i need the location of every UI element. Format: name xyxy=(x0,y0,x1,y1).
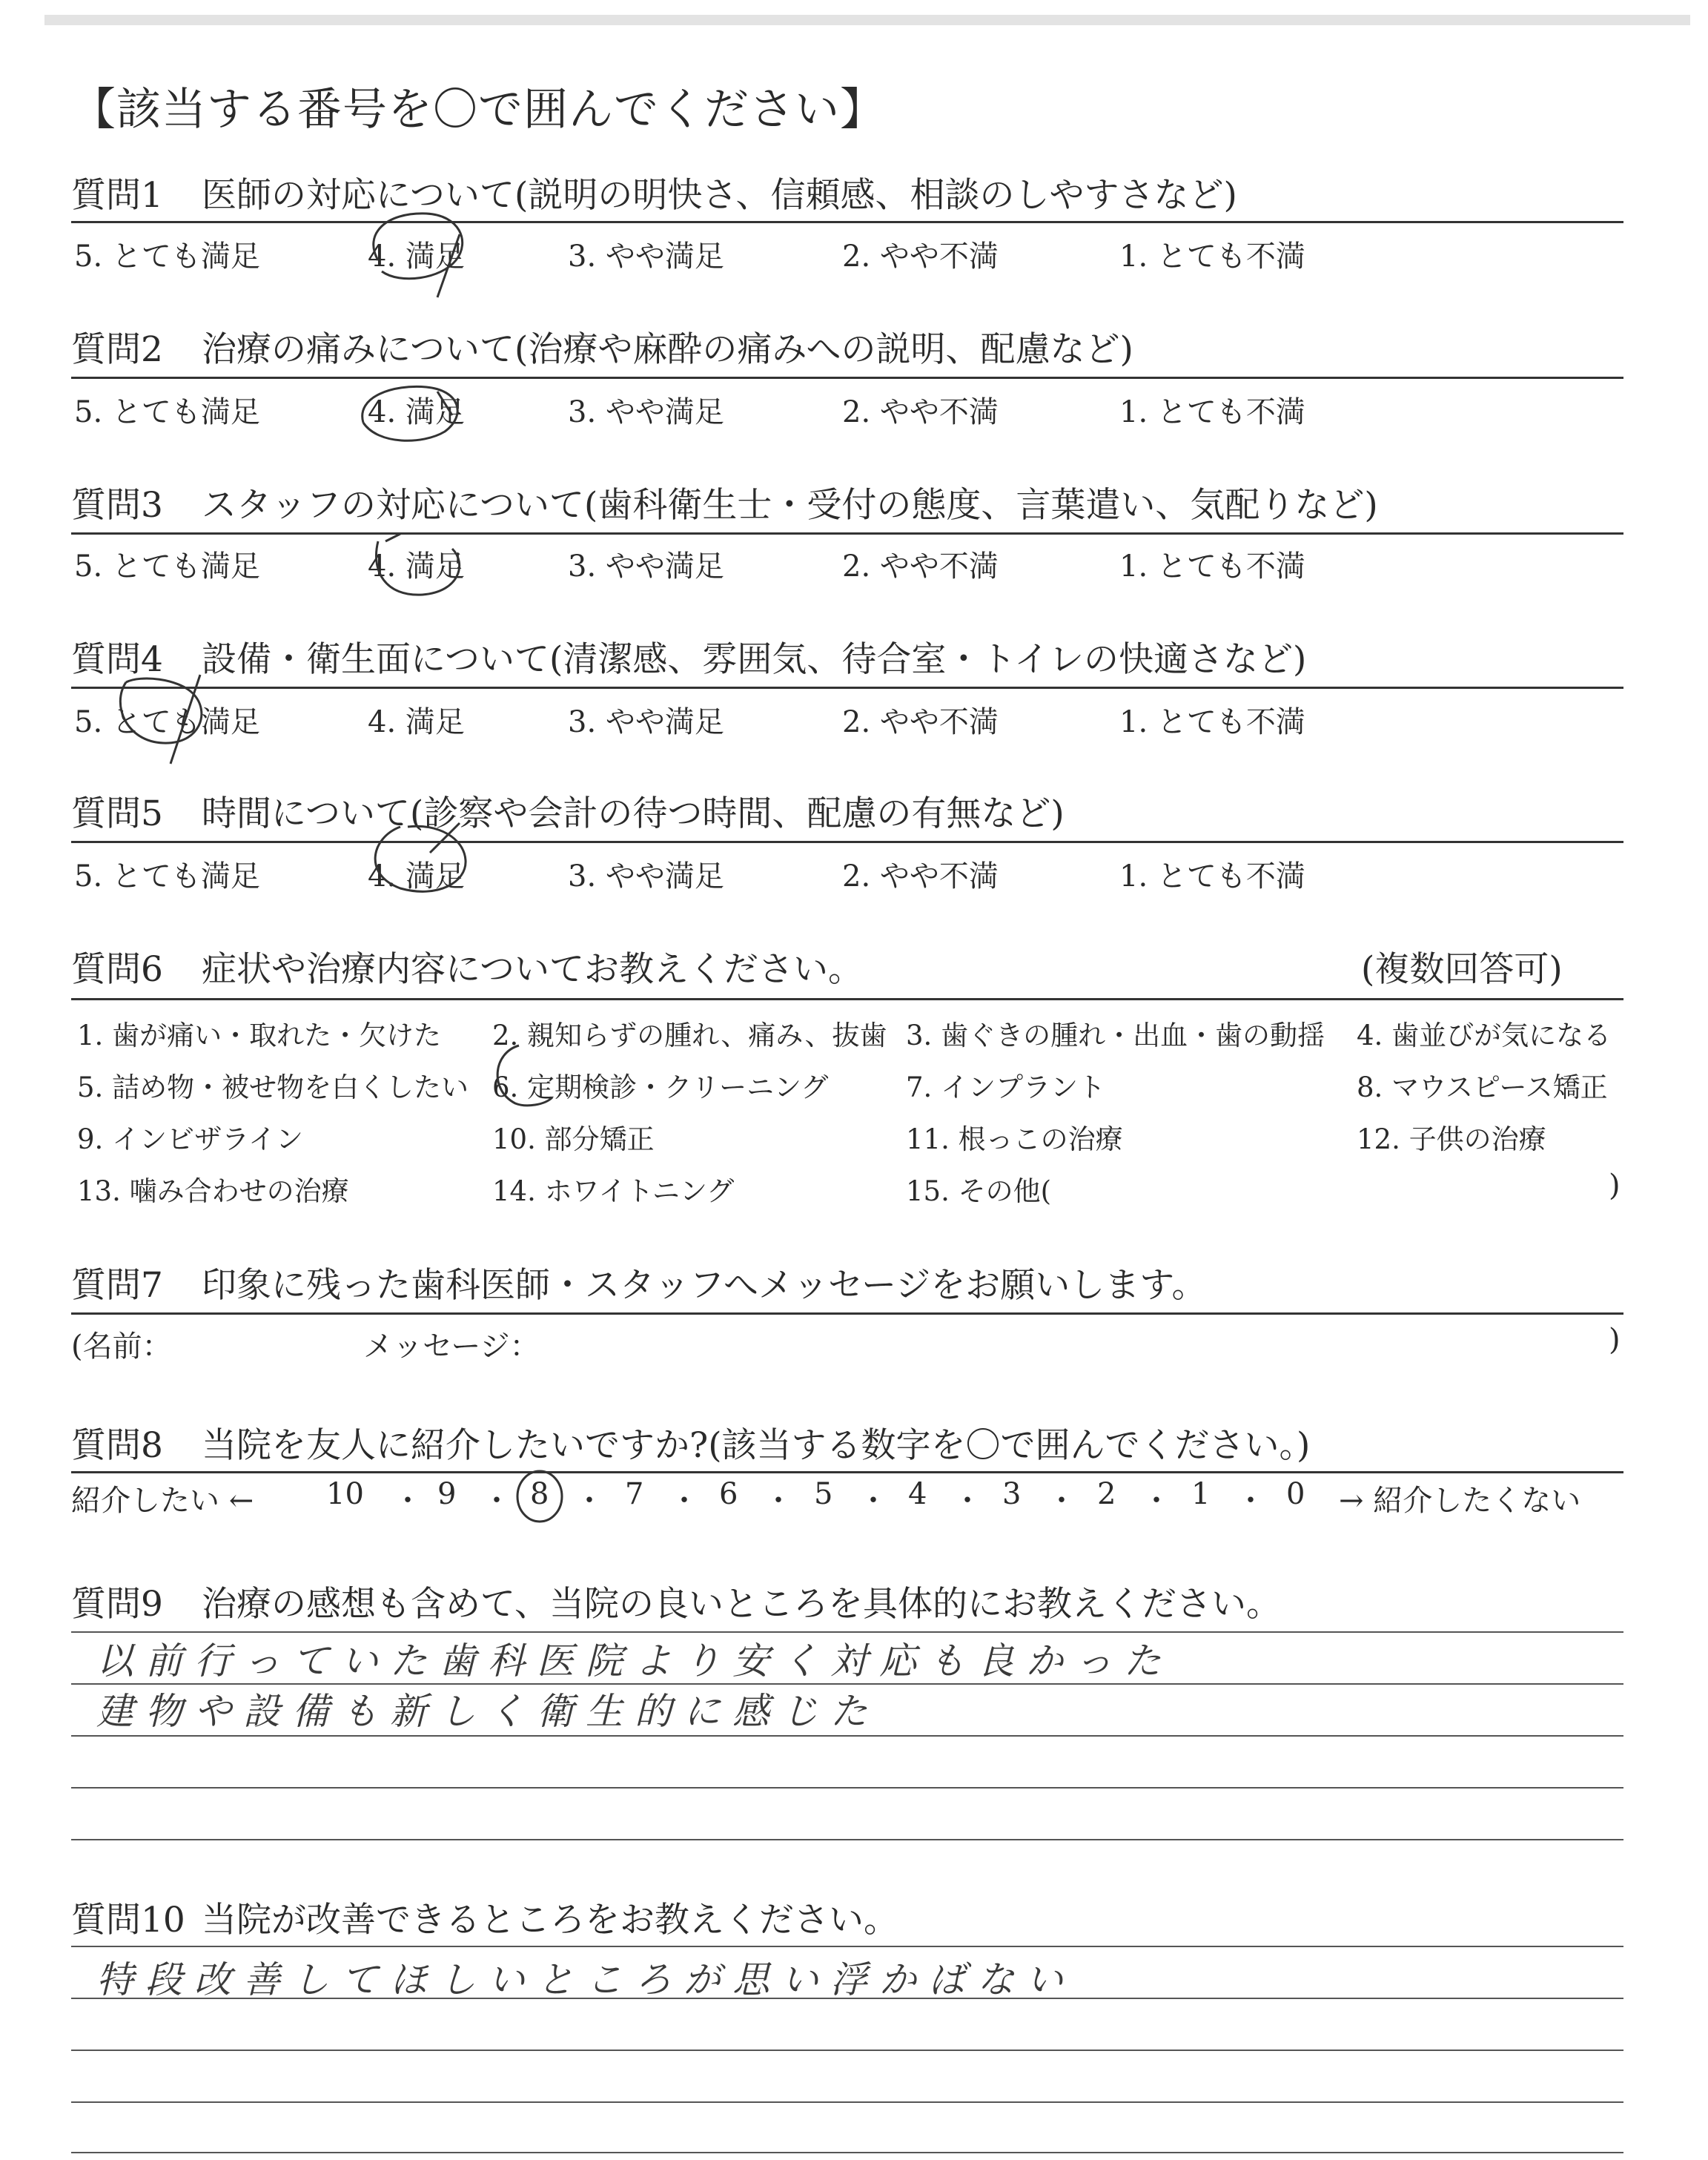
q1-selection-circle xyxy=(356,190,482,301)
q8-dot: ・ xyxy=(669,1484,699,1518)
q5-option-2[interactable]: 2. やや不満 xyxy=(842,859,999,894)
q9-answer-line-1: 以前行っていた歯科医院より安く対応も良かった xyxy=(96,1639,1173,1682)
question-5-rule xyxy=(71,841,1623,843)
question-8-rule xyxy=(71,1471,1623,1473)
question-7-text: 印象に残った歯科医師・スタッフへメッセージをお願いします。 xyxy=(202,1265,1207,1306)
scan-top-edge xyxy=(44,15,1690,25)
q2-selection-circle xyxy=(348,371,474,452)
q6-option-4[interactable]: 4. 歯並びが気になる xyxy=(1357,1020,1612,1051)
q6-option-3[interactable]: 3. 歯ぐきの腫れ・出血・歯の動揺 xyxy=(906,1020,1325,1051)
q8-score-1[interactable]: 1 xyxy=(1191,1477,1211,1511)
question-8-text: 当院を友人に紹介したいですか?(該当する数字を〇で囲んでください。) xyxy=(202,1425,1311,1466)
question-4 xyxy=(71,632,1306,681)
question-1-text: 医師の対応について(説明の明快さ、信頼感、相談のしやすさなど) xyxy=(202,175,1237,216)
q8-score-3[interactable]: 3 xyxy=(1002,1477,1022,1511)
q8-dot: ・ xyxy=(575,1484,604,1518)
q8-dot: ・ xyxy=(1142,1484,1171,1518)
q6-option-9[interactable]: 9. インビザライン xyxy=(77,1123,303,1155)
q8-score-6[interactable]: 6 xyxy=(719,1477,738,1511)
q8-dot: ・ xyxy=(1236,1484,1265,1518)
q4-option-1[interactable]: 1. とても不満 xyxy=(1119,705,1305,739)
q6-option-11[interactable]: 11. 根っこの治療 xyxy=(906,1123,1123,1155)
q4-option-3[interactable]: 3. やや満足 xyxy=(568,705,724,739)
q10-answer-line-1: 特段改善してほしいところが思い浮かばない xyxy=(96,1958,1075,2001)
q8-dot: ・ xyxy=(858,1484,888,1518)
question-3-number: 質問3 xyxy=(71,485,163,526)
question-10-number: 質問10 xyxy=(71,1900,185,1941)
question-6-text: 症状や治療内容についてお教えください。 xyxy=(202,949,864,990)
question-1 xyxy=(71,168,1237,217)
q8-score-0[interactable]: 0 xyxy=(1286,1477,1305,1511)
question-2 xyxy=(71,322,1133,371)
q1-option-5[interactable]: 5. とても満足 xyxy=(74,240,260,274)
question-6 xyxy=(71,942,863,991)
question-6-rule xyxy=(71,998,1623,1000)
q6-option-1[interactable]: 1. 歯が痛い・取れた・欠けた xyxy=(77,1020,442,1051)
q2-option-5[interactable]: 5. とても満足 xyxy=(74,395,260,429)
question-10 xyxy=(71,1892,898,1942)
question-9 xyxy=(71,1576,1281,1626)
question-2-rule xyxy=(71,377,1623,379)
question-5 xyxy=(71,786,1065,836)
question-2-text: 治療の痛みについて(治療や麻酔の痛みへの説明、配慮など) xyxy=(202,329,1133,370)
q8-right-label: → 紹介したくない xyxy=(1339,1484,1581,1518)
q8-score-9[interactable]: 9 xyxy=(437,1477,457,1511)
q1-option-1[interactable]: 1. とても不満 xyxy=(1119,240,1305,274)
question-5-text: 時間について(診察や会計の待つ時間、配慮の有無など) xyxy=(202,793,1065,834)
q2-option-2[interactable]: 2. やや不満 xyxy=(842,395,999,429)
q3-option-4[interactable]: 4. 満足 xyxy=(368,549,465,584)
q10-writing-line xyxy=(71,2152,1623,2153)
q2-option-3[interactable]: 3. やや満足 xyxy=(568,395,724,429)
question-3-rule xyxy=(71,532,1623,535)
q8-score-8[interactable]: 8 xyxy=(530,1477,549,1511)
question-8-number: 質問8 xyxy=(71,1425,163,1466)
q6-option-15[interactable]: 15. その他( xyxy=(906,1175,1052,1207)
q10-writing-line xyxy=(71,2050,1623,2051)
q3-option-2[interactable]: 2. やや不満 xyxy=(842,549,999,584)
q8-dot: ・ xyxy=(953,1484,982,1518)
survey-heading: 【該当する番号を〇で囲んでください】 xyxy=(71,84,885,136)
question-7 xyxy=(71,1258,1206,1307)
q6-option-10[interactable]: 10. 部分矯正 xyxy=(492,1123,655,1155)
q8-selection-circle xyxy=(510,1465,572,1532)
q9-writing-line xyxy=(71,1839,1623,1840)
q8-score-4[interactable]: 4 xyxy=(908,1477,927,1511)
q8-dot: ・ xyxy=(1047,1484,1076,1518)
question-9-text: 治療の感想も含めて、当院の良いところを具体的にお教えください。 xyxy=(202,1584,1282,1625)
q3-selection-circle xyxy=(356,526,482,608)
q6-option-14[interactable]: 14. ホワイトニング xyxy=(492,1175,735,1207)
q9-answer-line-2: 建物や設備も新しく衛生的に感じた xyxy=(96,1690,879,1733)
q2-option-1[interactable]: 1. とても不満 xyxy=(1119,395,1305,429)
q9-writing-line xyxy=(71,1735,1623,1737)
q7-message-label: メッセージ： xyxy=(363,1330,540,1364)
q10-writing-line xyxy=(71,2101,1623,2103)
question-3 xyxy=(71,478,1378,527)
question-3-text: スタッフの対応について(歯科衛生士・受付の態度、言葉遣い、気配りなど) xyxy=(202,485,1378,526)
q3-option-3[interactable]: 3. やや満足 xyxy=(568,549,724,584)
question-6-number: 質問6 xyxy=(71,949,163,990)
q5-option-1[interactable]: 1. とても不満 xyxy=(1119,859,1305,894)
q6-option-13[interactable]: 13. 噛み合わせの治療 xyxy=(77,1175,349,1207)
q5-option-3[interactable]: 3. やや満足 xyxy=(568,859,724,894)
q4-option-2[interactable]: 2. やや不満 xyxy=(842,705,999,739)
q9-writing-line xyxy=(71,1787,1623,1789)
q5-selection-circle xyxy=(356,808,489,905)
q3-option-1[interactable]: 1. とても不満 xyxy=(1119,549,1305,584)
q8-score-7[interactable]: 7 xyxy=(625,1477,644,1511)
q4-option-4[interactable]: 4. 満足 xyxy=(368,705,465,739)
q4-option-5[interactable]: 5. とても満足 xyxy=(74,705,260,739)
q6-selection-circle xyxy=(482,1038,563,1112)
q3-option-5[interactable]: 5. とても満足 xyxy=(74,549,260,584)
q10-writing-line xyxy=(71,1946,1623,1947)
q8-dot: ・ xyxy=(393,1484,423,1518)
q7-close-paren: ) xyxy=(1609,1323,1621,1357)
q6-option-6[interactable]: 6. 定期検診・クリーニング xyxy=(492,1071,829,1103)
q7-name-label: (名前： xyxy=(71,1330,172,1364)
question-2-number: 質問2 xyxy=(71,329,163,370)
q1-option-2[interactable]: 2. やや不満 xyxy=(842,240,999,274)
q6-option-2[interactable]: 2. 親知らずの腫れ、痛み、抜歯 xyxy=(492,1020,887,1051)
q8-score-10[interactable]: 10 xyxy=(326,1477,364,1511)
question-7-rule xyxy=(71,1312,1623,1315)
q8-dot: ・ xyxy=(764,1484,793,1518)
question-5-number: 質問5 xyxy=(71,793,163,834)
q6-option-8[interactable]: 8. マウスピース矯正 xyxy=(1357,1071,1608,1103)
q8-left-label: 紹介したい ← xyxy=(71,1484,254,1518)
question-1-number: 質問1 xyxy=(71,175,163,216)
q5-option-5[interactable]: 5. とても満足 xyxy=(74,859,260,894)
question-1-rule xyxy=(71,221,1623,223)
question-6-note: (複数回答可) xyxy=(1361,949,1563,990)
question-9-number: 質問9 xyxy=(71,1584,163,1625)
question-4-number: 質問4 xyxy=(71,639,163,680)
q8-dot: ・ xyxy=(482,1484,512,1518)
q6-option-7[interactable]: 7. インプラント xyxy=(906,1071,1106,1103)
q8-score-2[interactable]: 2 xyxy=(1097,1477,1116,1511)
q5-option-4[interactable]: 4. 満足 xyxy=(368,859,465,894)
question-7-number: 質問7 xyxy=(71,1265,163,1306)
question-8 xyxy=(71,1418,1310,1467)
q4-selection-circle xyxy=(111,653,245,771)
q6-other-close-paren: ) xyxy=(1609,1169,1621,1203)
q1-option-4[interactable]: 4. 満足 xyxy=(368,240,465,274)
question-4-rule xyxy=(71,687,1623,689)
question-4-text: 設備・衛生面について(清潔感、雰囲気、待合室・トイレの快適さなど) xyxy=(202,639,1307,680)
question-10-text: 当院が改善できるところをお教えください。 xyxy=(202,1900,898,1941)
q6-option-12[interactable]: 12. 子供の治療 xyxy=(1357,1123,1546,1155)
q6-option-5[interactable]: 5. 詰め物・被せ物を白くしたい xyxy=(77,1071,469,1103)
q2-option-4[interactable]: 4. 満足 xyxy=(368,395,465,429)
q8-score-5[interactable]: 5 xyxy=(814,1477,833,1511)
q1-option-3[interactable]: 3. やや満足 xyxy=(568,240,724,274)
